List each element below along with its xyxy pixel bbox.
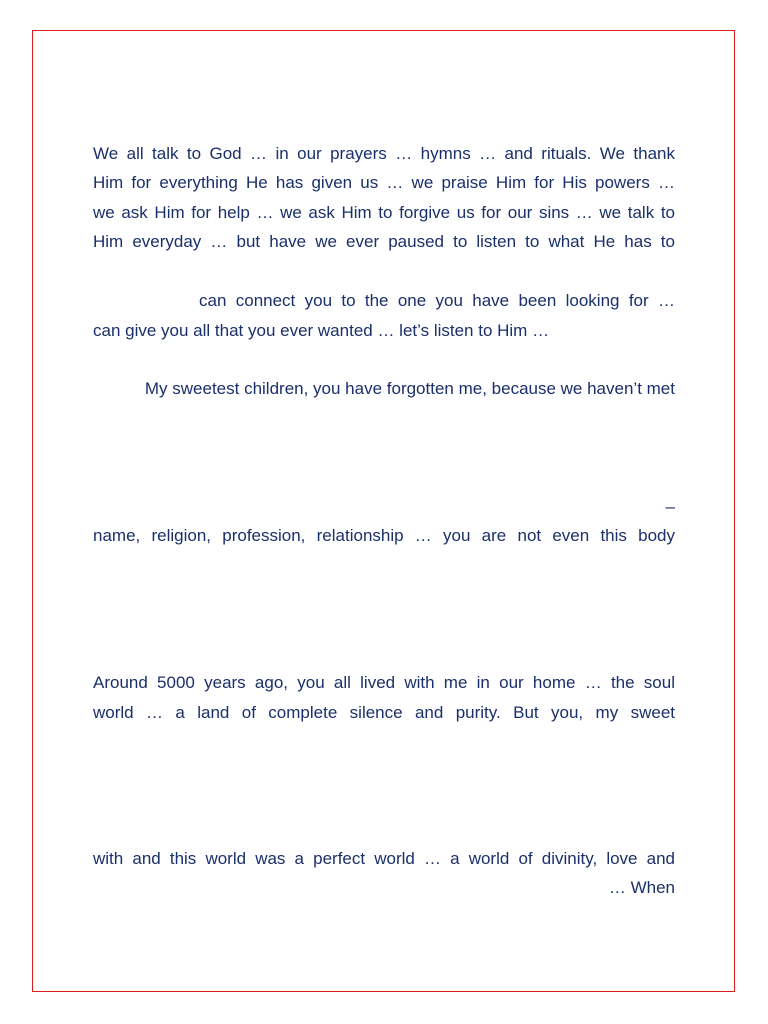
- text-line-8: –: [665, 497, 675, 516]
- text-line-5: can connect you to the one you have been looking for …: [199, 291, 675, 310]
- text-line-4: Him everyday … but have we ever paused to listen to what He has to: [93, 232, 675, 251]
- text-line-2: Him for everything He has given us … we praise Him for His powers …: [93, 173, 675, 192]
- text-line-10: Around 5000 years ago, you all lived with me in our home … the soul: [93, 673, 675, 692]
- text-line-3: we ask Him for help … we ask Him to forgive us for our sins … we talk to: [93, 203, 675, 222]
- text-line-1: We all talk to God … in our prayers … hymns … and rituals. We thank: [93, 144, 675, 163]
- text-line-9: name, religion, profession, relationship … you are not even this body: [93, 526, 675, 545]
- text-line-6: can give you all that you ever wanted … let’s listen to Him …: [93, 321, 550, 340]
- text-line-12: with and this world was a perfect world … a world of divinity, love and: [93, 849, 675, 868]
- text-line-11: world … a land of complete silence and purity. But you, my sweet: [93, 703, 675, 722]
- text-line-13: … When: [608, 878, 675, 897]
- text-line-7: My sweetest children, you have forgotten me, because we haven’t met: [144, 379, 675, 398]
